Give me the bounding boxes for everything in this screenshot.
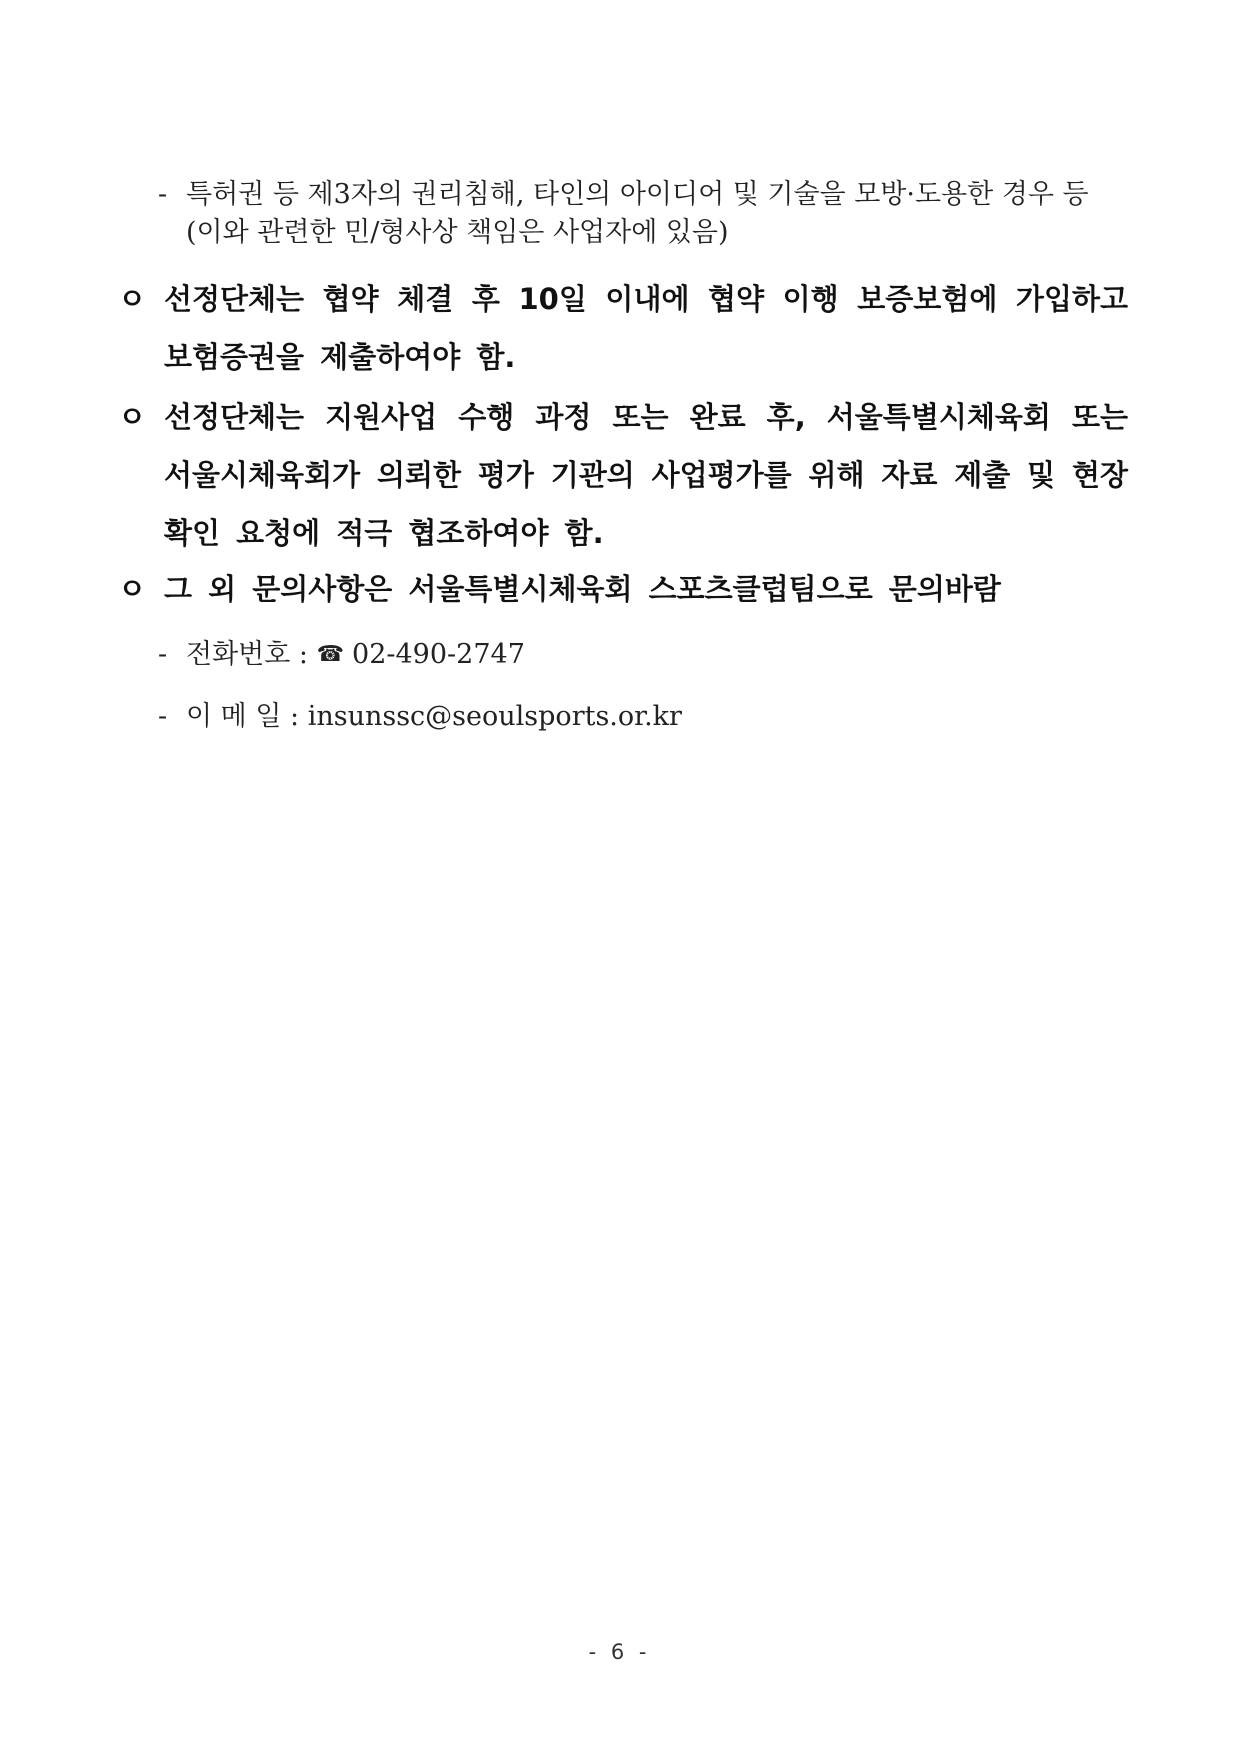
telephone-icon: ☎ xyxy=(316,642,345,667)
contact-dash: - xyxy=(158,639,168,670)
sub-item-infringement xyxy=(158,176,1128,252)
bullet-evaluation xyxy=(118,388,1128,562)
email-label: 이 메 일 : xyxy=(186,701,300,732)
sub-item-line1: 특허권 등 제3자의 권리침해, 타인의 아이디어 및 기술을 모방·도용한 경우 등 xyxy=(186,179,1089,210)
contact-dash: - xyxy=(158,701,168,732)
phone-number[interactable]: 02-490-2747 xyxy=(352,639,525,670)
bullet-insurance xyxy=(118,270,1128,386)
sub-item-dash: - xyxy=(158,179,168,210)
bullet-mark: ㅇ xyxy=(118,400,147,434)
page-number: - 6 - xyxy=(588,1640,651,1664)
contact-email xyxy=(158,698,682,736)
bullet-mark: ㅇ xyxy=(118,572,147,606)
bullet-text: 선정단체는 지원사업 수행 과정 또는 완료 후, 서울특별시체육회 또는 서울시체육회가 의뢰한 평가 기관의 사업평가를 위해 자료 제출 및 현장 확인 요청에 적극 협조하여야 함. xyxy=(164,400,1128,550)
sub-item-line2: (이와 관련한 민/형사상 책임은 사업자에 있음) xyxy=(186,217,729,248)
email-address[interactable]: insunssc@seoulsports.or.kr xyxy=(307,701,682,732)
phone-label: 전화번호 : xyxy=(186,639,309,670)
contact-phone xyxy=(158,636,525,674)
bullet-text: 선정단체는 협약 체결 후 10일 이내에 협약 이행 보증보험에 가입하고 보험증권을 제출하여야 함. xyxy=(164,282,1128,374)
bullet-inquiry xyxy=(118,560,1128,618)
bullet-mark: ㅇ xyxy=(118,282,147,316)
bullet-text: 그 외 문의사항은 서울특별시체육회 스포츠클럽팀으로 문의바람 xyxy=(164,572,1001,606)
